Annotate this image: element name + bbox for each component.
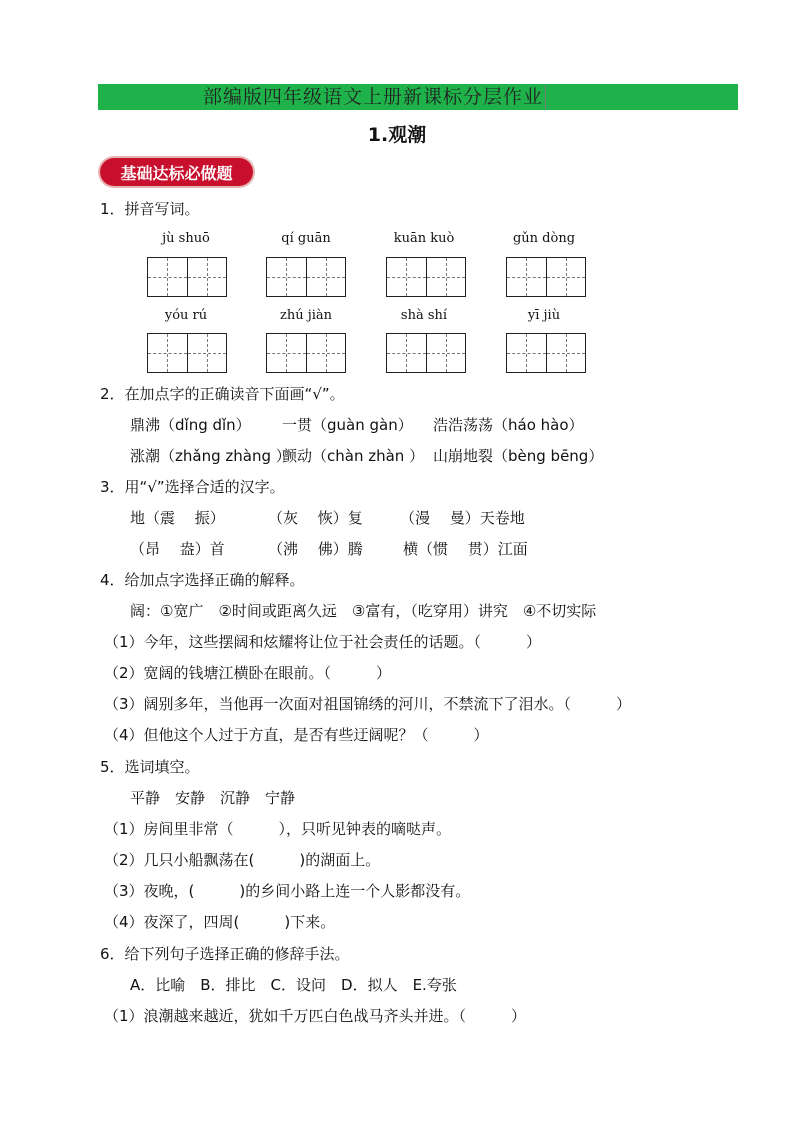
q2-item: 鼎沸（dǐng dǐn）	[130, 416, 251, 434]
q2-item: 一贯（guàn gàn）	[282, 416, 413, 434]
q5-item: （1）房间里非常（ ），只听见钟表的嘀哒声。	[104, 820, 452, 838]
section-pill: 基础达标必做题	[100, 158, 253, 186]
q4-item: （3）阔别多年，当他再一次面对祖国锦绣的河川，不禁流下了泪水。（ ）	[104, 695, 632, 713]
pinyin-label: qí guān	[281, 231, 331, 246]
q5-item: （4）夜深了，四周( )下来。	[104, 913, 336, 931]
q2-item: 浩浩荡荡（háo hào）	[433, 416, 584, 434]
q6-title: 6．给下列句子选择正确的修辞手法。	[100, 945, 350, 963]
tian-grid-box[interactable]	[147, 333, 227, 373]
q4-item: （1）今年，这些摆阔和炫耀将让位于社会责任的话题。（ ）	[104, 633, 542, 651]
q6-item: （1）浪潮越来越近，犹如千万匹白色战马齐头并进。（ ）	[104, 1007, 527, 1025]
q6-options: A．比喻 B．排比 C．设问 D．拟人 E.夸张	[130, 976, 457, 994]
q4-options: 阔：①宽广 ②时间或距离久远 ③富有，（吃穿用）讲究 ④不切实际	[130, 602, 597, 620]
banner-title: 部编版四年级语文上册新课标分层作业	[203, 85, 546, 109]
tian-grid-box[interactable]	[266, 257, 346, 297]
q3-item: （昂 盎）首	[130, 540, 225, 558]
tian-grid-box[interactable]	[506, 257, 586, 297]
q1-title: 1．拼音写词。	[100, 200, 200, 218]
q3-item: 横（惯 贯）江面	[403, 540, 528, 558]
q2-item: 山崩地裂（bèng bēng）	[433, 447, 604, 465]
q3-title: 3．用“√”选择合适的汉字。	[100, 478, 285, 496]
q3-item: （漫 曼）天卷地	[400, 509, 525, 527]
pinyin-label: shà shí	[400, 308, 448, 323]
tian-grid-box[interactable]	[506, 333, 586, 373]
tian-grid-box[interactable]	[147, 257, 227, 297]
q4-item: （4）但他这个人过于方直，是否有些迂阔呢？（ ）	[104, 726, 489, 744]
lesson-title: 1.观潮	[367, 124, 427, 146]
pinyin-label: jù shuō	[162, 231, 210, 246]
q3-item: （灰 恢）复	[268, 509, 363, 527]
q2-item: 颤动（chàn zhàn ）	[282, 447, 425, 465]
q5-item: （2）几只小船飘荡在( )的湖面上。	[104, 851, 381, 869]
q5-title: 5．选词填空。	[100, 758, 200, 776]
tian-grid-box[interactable]	[386, 333, 466, 373]
pinyin-label: yī jiù	[527, 308, 561, 323]
q3-item: 地（震 振）	[130, 509, 225, 527]
q3-item: （沸 佛）腾	[268, 540, 363, 558]
pinyin-label: yóu rú	[164, 308, 208, 323]
q4-item: （2）宽阔的钱塘江横卧在眼前。（ ）	[104, 664, 392, 682]
worksheet-banner	[98, 84, 738, 110]
tian-grid-box[interactable]	[266, 333, 346, 373]
q5-item: （3）夜晚，( )的乡间小路上连一个人影都没有。	[104, 882, 471, 900]
pinyin-label: gǔn dòng	[512, 231, 576, 246]
q5-words: 平静 安静 沉静 宁静	[130, 789, 296, 807]
q2-item: 涨潮（zhǎng zhàng ）	[130, 447, 291, 465]
pinyin-label: zhú jiàn	[279, 308, 333, 323]
q4-title: 4．给加点字选择正确的解释。	[100, 571, 305, 589]
q2-title: 2．在加点字的正确读音下面画“√”。	[100, 385, 345, 403]
tian-grid-box[interactable]	[386, 257, 466, 297]
pinyin-label: kuān kuò	[393, 231, 455, 246]
